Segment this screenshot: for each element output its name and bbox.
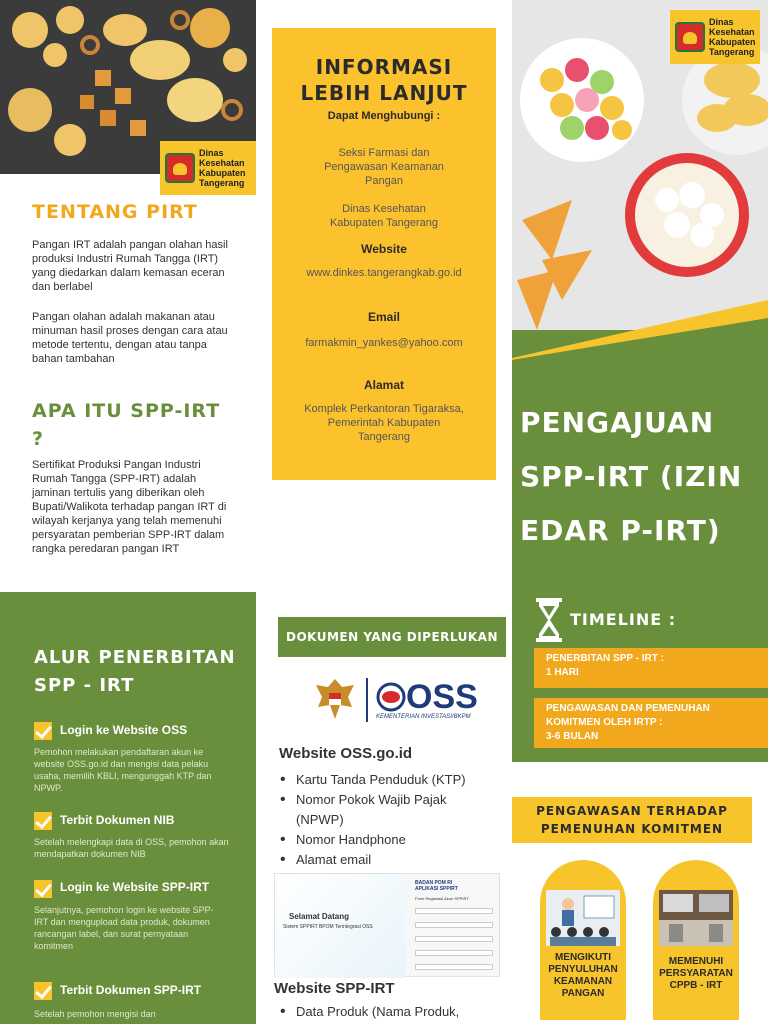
step2-title: Terbit Dokumen NIB <box>60 813 175 828</box>
screenshot-welcome: Selamat Datang <box>289 912 350 921</box>
timeline-box-1 <box>534 648 768 688</box>
dinkes-logo <box>160 141 256 195</box>
cover-title-line1: PENGAJUAN <box>520 406 715 439</box>
tentang-para1: Pangan IRT adalah pangan olahan hasil produksi Industri Rumah Tangga (IRT) yang diedarkan dalam kemasan eceran dan berlabel <box>32 239 228 293</box>
step2-desc: Setelah melengkapi data di OSS, pemohon akan mendapatkan dokumen NIB <box>34 837 229 859</box>
pengawasan-title-line1: PENGAWASAN TERHADAP <box>536 804 728 818</box>
email-label: Email <box>367 310 400 324</box>
oss-mark-icon <box>376 682 406 712</box>
timeline-box1-line1: PENERBITAN SPP - IRT : <box>546 653 664 664</box>
email-value[interactable]: farmakmin_yankes@yahoo.com <box>305 337 463 349</box>
dokumen-header <box>278 617 506 657</box>
screenshot-brand-line2: APLIKASI SPPIRT <box>415 886 458 892</box>
oss-item: • Nomor Pokok Wajib Pajak (NPWP) <box>276 790 492 830</box>
timeline-box2-line2: KOMITMEN OLEH IRTP : <box>546 717 663 728</box>
tentang-para2: Pangan olahan adalah makanan atau minuman hasil proses dengan cara atau metode tertentu, dengan atau tanpa bahan tambahan <box>32 311 228 365</box>
contact1-line3: Pangan <box>365 175 403 187</box>
pengawasan-card-2 <box>653 860 739 1020</box>
alur-title-line2: SPP - IRT <box>34 675 135 696</box>
info-subtitle: Dapat Menghubungi : <box>327 110 441 122</box>
logo-text-line1: Dinas <box>199 148 224 158</box>
alur-title-line1: ALUR PENERBITAN <box>34 647 236 668</box>
info-title-line2: LEBIH LANJUT <box>300 81 468 105</box>
alamat-line3: Tangerang <box>358 431 410 443</box>
tentang-title: TENTANG PIRT <box>32 201 198 223</box>
oss-item: • Alamat email <box>276 850 492 870</box>
timeline-box-2 <box>534 698 768 748</box>
pengawasan-card-1 <box>540 860 626 1020</box>
step4-desc: Setelah pemohon mengisi dan <box>34 1009 156 1019</box>
oss-item: • Nomor Handphone <box>276 830 492 850</box>
info-title-line1: INFORMASI <box>315 55 453 79</box>
card2-line1: MEMENUHI <box>668 956 724 967</box>
card1-line4: PANGAN <box>561 988 605 999</box>
cover-title-line3: EDAR P-IRT) <box>520 514 721 547</box>
garuda-icon <box>312 675 358 725</box>
cover-divider-shape <box>512 300 768 360</box>
oss-logo-sub: KEMENTERIAN INVESTASI/BKPM <box>376 714 471 720</box>
timeline-box2-line1: PENGAWASAN DAN PEMENUHAN <box>546 703 710 714</box>
contact1-line2: Pengawasan Keamanan <box>324 161 444 173</box>
training-illustration <box>546 890 620 946</box>
oss-items-list <box>276 770 492 870</box>
website-label: Website <box>361 242 407 256</box>
alur-step-3 <box>34 880 244 952</box>
info-card <box>272 28 496 480</box>
check-icon <box>34 880 52 898</box>
spp-items-list <box>276 1002 492 1022</box>
card2-line2: PERSYARATAN <box>659 968 733 979</box>
logo-text-line4: Tangerang <box>199 178 245 188</box>
alur-step-4 <box>34 982 244 1020</box>
hourglass-icon <box>534 598 564 642</box>
contact2-line2: Kabupaten Tangerang <box>329 217 439 229</box>
oss-logo-text: OSS <box>406 678 478 716</box>
logo2-text-line1: Dinas <box>709 17 734 27</box>
alur-step-1 <box>34 722 244 794</box>
alur-step-2 <box>34 812 244 860</box>
cover-title-line2: SPP-IRT (IZIN <box>520 460 743 493</box>
contact1-line1: Seksi Farmasi dan <box>338 147 430 159</box>
timeline-panel <box>512 592 768 762</box>
pengawasan-header <box>512 797 752 843</box>
alamat-line1: Komplek Perkantoran Tigaraksa, <box>304 403 464 415</box>
logo2-text-line2: Kesehatan <box>709 27 755 37</box>
step3-desc: Selanjutnya, pemohon login ke website SPP-IRT dan mengupload data produk, dokumen rancangan label, dan surat pernyataan komitmen <box>34 905 214 951</box>
check-icon <box>34 722 52 740</box>
spp-title: Website SPP-IRT <box>274 980 395 997</box>
cover-green-panel <box>512 330 768 592</box>
contact2-line1: Dinas Kesehatan <box>342 203 426 215</box>
seal-icon-2 <box>675 22 705 52</box>
seal-icon <box>165 153 195 183</box>
card1-line1: MENGIKUTI <box>554 952 612 963</box>
oss-item: • Kartu Tanda Penduduk (KTP) <box>276 770 492 790</box>
alamat-line2: Pemerintah Kabupaten <box>327 417 441 429</box>
check-icon <box>34 982 52 1000</box>
oss-logo <box>312 672 482 728</box>
apa-itu-para: Sertifikat Produksi Pangan Industri Rumah Tangga (SPP-IRT) adalah jaminan tertulis yang diberikan oleh Bupati/Walikota terhadap pangan IRT di wilayah kerjanya yang telah memenuhi persyaratan pemberian SPP-IRT dalam rangka peredaran pangan IRT <box>32 459 227 555</box>
card1-line2: PENYULUHAN <box>548 964 618 975</box>
pengawasan-title-line2: PEMENUHAN KOMITMEN <box>540 822 724 836</box>
check-icon <box>34 812 52 830</box>
website-value[interactable]: www.dinkes.tangerangkab.go.id <box>306 267 462 279</box>
dokumen-header-text: DOKUMEN YANG DIPERLUKAN <box>285 630 498 644</box>
dinkes-logo-2 <box>670 10 760 64</box>
card2-line3: CPPB - IRT <box>669 980 723 991</box>
oss-title: Website OSS.go.id <box>279 745 413 762</box>
step3-title: Login ke Website SPP-IRT <box>60 880 210 894</box>
alur-panel <box>0 592 256 1024</box>
timeline-title: TIMELINE : <box>570 610 677 629</box>
screenshot-form-title: Form Registrasi Akun SPPIRT <box>415 896 469 901</box>
screenshot-brand-line1: BADAN POM RI <box>415 880 453 886</box>
logo-text-line2: Kesehatan <box>199 158 245 168</box>
kitchen-illustration <box>659 890 733 946</box>
card1-line3: KEAMANAN <box>553 976 613 987</box>
apa-itu-title: APA ITU SPP-IRT ? <box>32 400 221 450</box>
step1-title: Login ke Website OSS <box>60 723 188 738</box>
step1-desc: Pemohon melakukan pendaftaran akun ke website OSS.go.id dan mengisi data pelaku usaha, memilih KBLI, mengunggah KTP dan NPWP. <box>34 747 212 793</box>
spp-item: • Data Produk (Nama Produk, <box>276 1002 492 1022</box>
screenshot-system: Sistem SPPIRT BPOM Terintegrasi OSS <box>283 924 373 930</box>
step4-title: Terbit Dokumen SPP-IRT <box>60 983 202 998</box>
logo2-text-line3: Kabupaten <box>709 37 756 47</box>
sppirt-website-screenshot <box>274 873 500 977</box>
timeline-box1-line2: 1 HARI <box>546 667 579 678</box>
timeline-box2-line3: 3-6 BULAN <box>546 731 599 742</box>
logo2-text-line4: Tangerang <box>709 47 755 57</box>
logo-text-line3: Kabupaten <box>199 168 246 178</box>
alamat-label: Alamat <box>363 378 404 392</box>
